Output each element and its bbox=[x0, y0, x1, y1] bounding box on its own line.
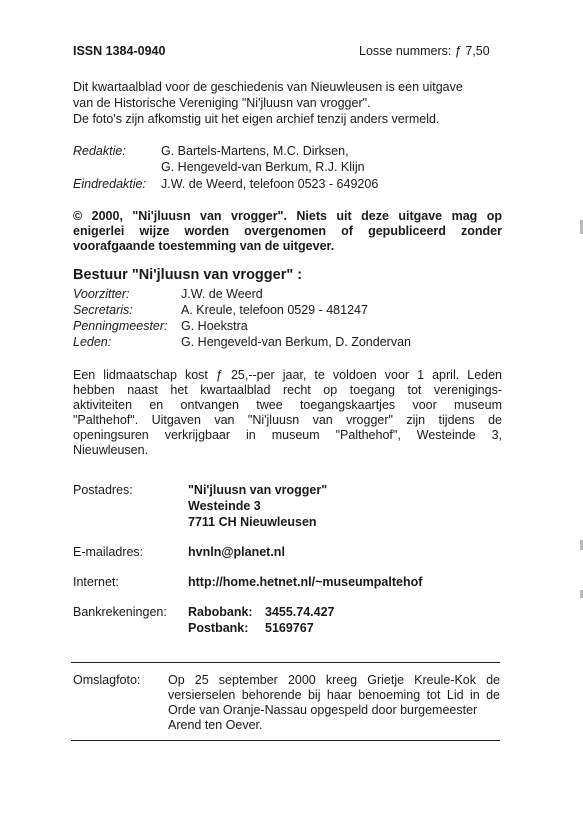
board-heading: Bestuur "Ni'jluusn van vrogger" : bbox=[73, 267, 303, 283]
redaktie-line: G. Hengeveld-van Berkum, R.J. Klijn bbox=[161, 160, 365, 174]
cover-line: Op 25 september 2000 kreeg Grietje Kreule-Kok de bbox=[168, 673, 500, 687]
divider-bottom bbox=[71, 740, 500, 741]
email-address[interactable]: hvnln@planet.nl bbox=[188, 545, 285, 559]
intro-line: De foto's zijn afkomstig uit het eigen archief tenzij anders vermeld. bbox=[73, 112, 440, 126]
email-label: E-mailadres: bbox=[73, 545, 144, 559]
eindredaktie-label: Eindredaktie: bbox=[73, 177, 146, 191]
cover-line: versierselen behorende bij haar benoeming tot Lid in de bbox=[168, 688, 500, 702]
board-role: Secretaris: bbox=[73, 303, 133, 317]
cover-caption bbox=[168, 673, 500, 733]
price-label: Losse nummers: bbox=[359, 44, 452, 58]
membership-line: "Palthehof". Uitgaven van "Ni'jluusn van vrogger" zijn tijdens de bbox=[73, 413, 502, 427]
price-value: ƒ 7,50 bbox=[454, 44, 490, 58]
board-name: J.W. de Weerd bbox=[181, 287, 263, 301]
membership-line: Een lidmaatschap kost ƒ 25,--per jaar, te voldoen voor 1 april. Leden bbox=[73, 368, 502, 382]
bank-label: Bankrekeningen: bbox=[73, 605, 167, 619]
bank-number: 5169767 bbox=[265, 621, 314, 635]
board-name: G. Hoekstra bbox=[181, 319, 248, 333]
cover-line: Orde van Oranje-Nassau opgespeld door burgemeester bbox=[168, 703, 478, 717]
postadres-line: 7711 CH Nieuwleusen bbox=[188, 515, 317, 529]
copyright-line: voorafgaande toestemming van de uitgever. bbox=[73, 239, 335, 253]
board-name: A. Kreule, telefoon 0529 - 481247 bbox=[181, 303, 368, 317]
copyright-line: enigerlei wijze worden overgenomen of gepubliceerd zonder bbox=[73, 224, 502, 238]
board-role: Penningmeester: bbox=[73, 319, 168, 333]
issn-number: ISSN 1384-0940 bbox=[73, 44, 166, 58]
divider-top bbox=[71, 662, 500, 663]
internet-url[interactable]: http://home.hetnet.nl/~museumpaltehof bbox=[188, 575, 423, 589]
bank-name: Postbank: bbox=[188, 621, 249, 635]
internet-label: Internet: bbox=[73, 575, 119, 589]
intro-line: van de Historische Vereniging "Ni'jluusn van vrogger". bbox=[73, 96, 371, 110]
postadres-line: Westeinde 3 bbox=[188, 499, 261, 513]
membership-paragraph bbox=[73, 368, 502, 458]
bank-number: 3455.74.427 bbox=[265, 605, 335, 619]
price-info bbox=[359, 44, 490, 59]
board-role: Voorzitter: bbox=[73, 287, 130, 301]
postadres-label: Postadres: bbox=[73, 483, 133, 497]
intro-line: Dit kwartaalblad voor de geschiedenis van Nieuwleusen is een uitgave bbox=[73, 80, 463, 94]
postadres-line: "Ni'jluusn van vrogger" bbox=[188, 483, 328, 497]
eindredaktie-value: J.W. de Weerd, telefoon 0523 - 649206 bbox=[161, 177, 379, 191]
redaktie-label: Redaktie: bbox=[73, 144, 126, 158]
cover-line: Arend ten Oever. bbox=[168, 718, 263, 732]
membership-line: openingsuren verkrijgbaar in museum "Palthehof", Westeinde 3, bbox=[73, 428, 502, 442]
bank-name: Rabobank: bbox=[188, 605, 253, 619]
board-role: Leden: bbox=[73, 335, 112, 349]
cover-label: Omslagfoto: bbox=[73, 673, 141, 687]
membership-line: aktiviteiten en ontvangen twee toegangskaartjes voor museum bbox=[73, 398, 502, 412]
redaktie-line: G. Bartels-Martens, M.C. Dirksen, bbox=[161, 144, 349, 158]
membership-line: hebben naast het kwartaalblad recht op toegang tot verenigings- bbox=[73, 383, 502, 397]
board-name: G. Hengeveld-van Berkum, D. Zondervan bbox=[181, 335, 411, 349]
copyright-line: © 2000, "Ni'jluusn van vrogger". Niets uit deze uitgave mag op bbox=[73, 209, 502, 223]
membership-line: Nieuwleusen. bbox=[73, 443, 149, 457]
copyright-notice bbox=[73, 209, 502, 254]
